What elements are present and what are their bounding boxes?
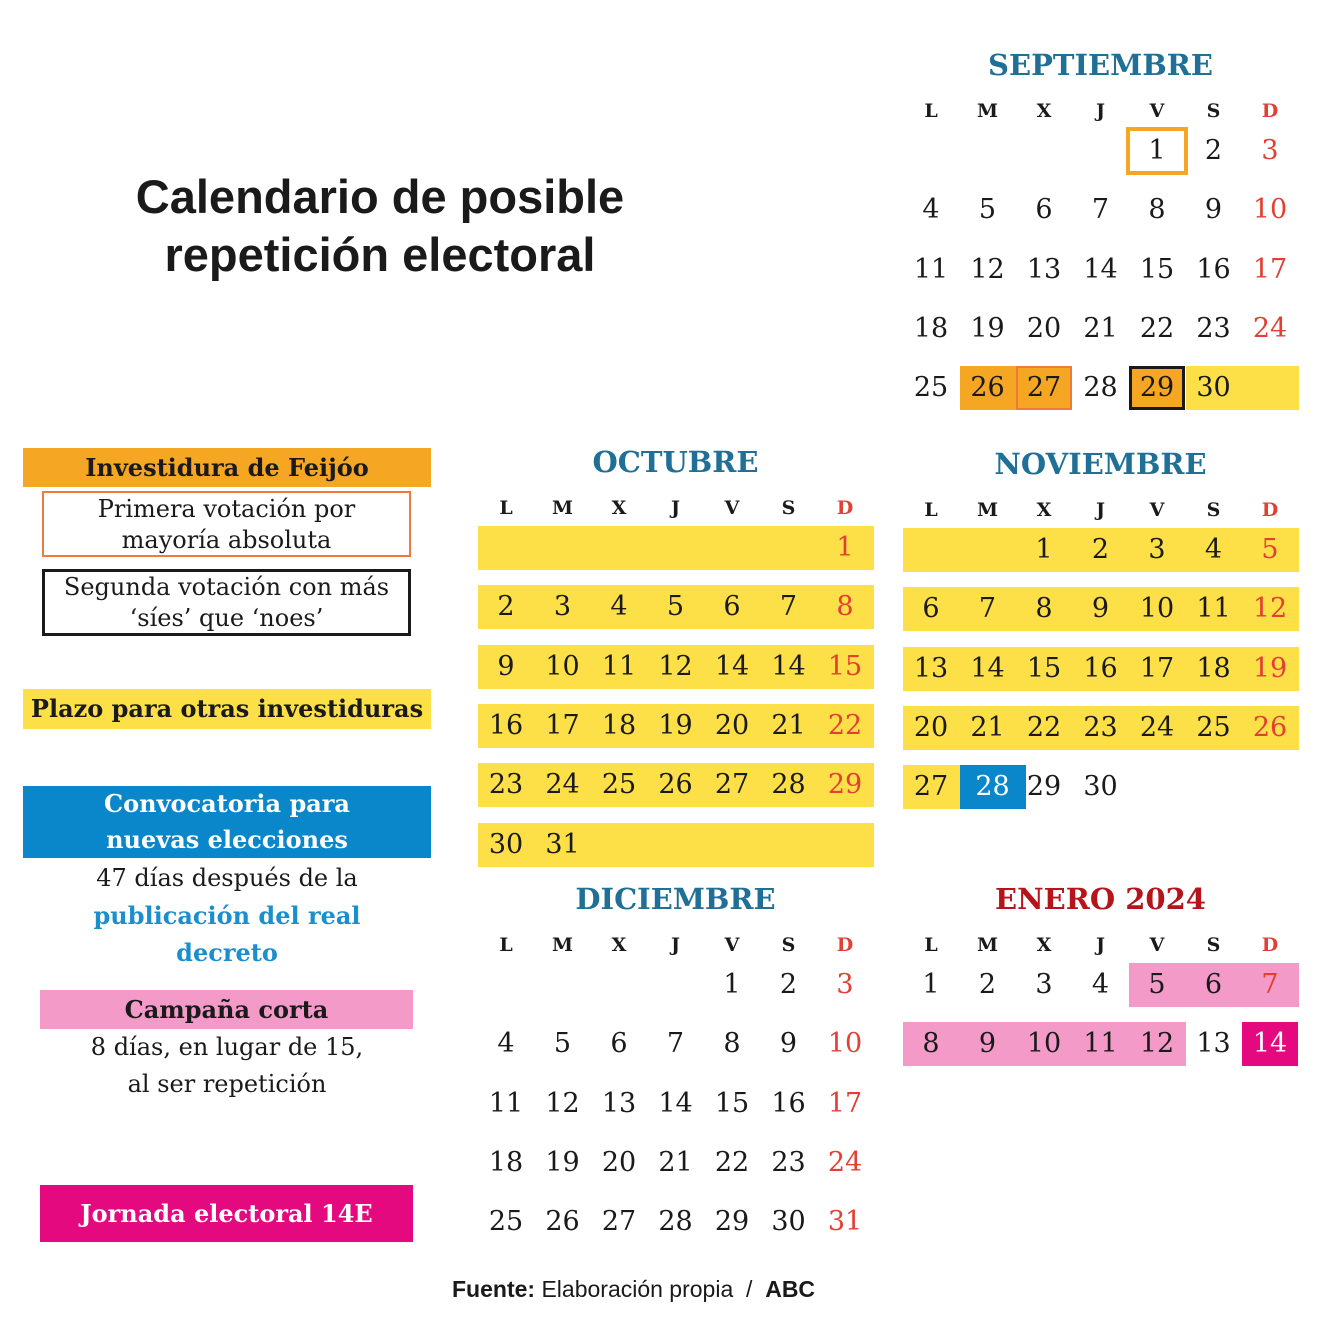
day-cell-diciembre-20: 20 — [601, 1146, 637, 1178]
legend-campana — [40, 990, 413, 1029]
day-cell-diciembre-11: 11 — [488, 1087, 524, 1119]
day-cell-enero-3: 3 — [1035, 969, 1053, 1000]
day-cell-septiembre-1: 1 — [1126, 127, 1188, 175]
day-cell-septiembre-30: 30 — [1186, 366, 1242, 410]
day-cell-diciembre-19: 19 — [545, 1146, 580, 1178]
legend-campana-note — [23, 1029, 431, 1103]
day-cell-octubre-29: 29 — [827, 769, 863, 801]
legend-segunda-line-2: ‘síes’ que ‘noes’ — [129, 604, 324, 632]
day-cell-octubre-31: 31 — [545, 828, 580, 860]
day-cell-octubre-8: 8 — [836, 591, 854, 623]
legend-primera-line-1: Primera votación por — [97, 495, 356, 523]
weekday-header: X — [611, 497, 627, 519]
weekday-header: M — [976, 100, 999, 122]
day-cell-octubre-26: 26 — [658, 769, 693, 801]
day-cell-diciembre-25: 25 — [488, 1206, 524, 1238]
source-label: Fuente: — [452, 1276, 536, 1302]
source-outlet: ABC — [765, 1276, 816, 1302]
legend-segunda-votacion — [42, 569, 411, 636]
day-cell-diciembre-10: 10 — [827, 1028, 863, 1060]
weekday-header: V — [1149, 499, 1165, 521]
day-cell-octubre-14: 14 — [771, 650, 806, 682]
weekday-header: M — [551, 934, 574, 956]
day-cell-septiembre-4: 4 — [922, 194, 940, 226]
day-cell-diciembre-2: 2 — [779, 969, 798, 1000]
day-cell-noviembre-2: 2 — [1091, 534, 1110, 565]
day-cell-noviembre-9: 9 — [1091, 593, 1110, 625]
day-cell-septiembre-9: 9 — [1204, 194, 1223, 226]
day-cell-octubre-17: 17 — [545, 709, 580, 741]
weekday-header: J — [671, 497, 680, 519]
weekday-header: S — [1206, 100, 1221, 122]
source-credit — [452, 1275, 815, 1303]
day-cell-noviembre-17: 17 — [1139, 652, 1175, 684]
day-cell-octubre-20: 20 — [714, 709, 750, 741]
day-cell-enero-1: 1 — [922, 969, 940, 1000]
weekday-header: L — [924, 100, 938, 122]
day-cell-diciembre-18: 18 — [488, 1146, 524, 1178]
day-cell-octubre-12: 12 — [658, 650, 693, 682]
day-cell-octubre-23: 23 — [488, 769, 524, 801]
day-cell-septiembre-25: 25 — [913, 372, 949, 404]
weekday-header: J — [671, 934, 680, 956]
day-cell-septiembre-23: 23 — [1196, 312, 1231, 344]
month-name-enero: ENERO 2024 — [995, 882, 1206, 916]
legend-convocatoria-note-1: 47 días después de la — [96, 864, 358, 892]
day-cell-septiembre-3: 3 — [1261, 135, 1279, 166]
weekday-header: M — [976, 499, 999, 521]
weekday-header: L — [924, 934, 938, 956]
weekday-header: S — [781, 497, 796, 519]
day-cell-enero-12: 12 — [1139, 1028, 1175, 1060]
day-cell-noviembre-8: 8 — [1035, 593, 1053, 625]
day-cell-diciembre-29: 29 — [714, 1206, 750, 1238]
day-cell-enero-9: 9 — [978, 1028, 997, 1060]
day-cell-noviembre-3: 3 — [1148, 534, 1166, 565]
day-cell-noviembre-10: 10 — [1139, 593, 1175, 625]
day-cell-enero-6: 6 — [1204, 969, 1223, 1000]
weekday-header: S — [1206, 934, 1221, 956]
day-cell-noviembre-11: 11 — [1196, 593, 1231, 625]
weekday-header: V — [1149, 934, 1165, 956]
weekday-header: D — [836, 934, 854, 956]
legend-convocatoria-note-3: decreto — [176, 938, 278, 967]
day-cell-octubre-24: 24 — [545, 769, 580, 801]
day-cell-noviembre-6: 6 — [922, 593, 940, 625]
month-name-septiembre: SEPTIEMBRE — [988, 48, 1213, 82]
day-cell-septiembre-28: 28 — [1083, 372, 1118, 404]
day-cell-octubre-15: 15 — [827, 650, 863, 682]
day-cell-octubre-9: 9 — [497, 650, 515, 682]
calendar-octubre — [477, 444, 874, 864]
calendar-septiembre — [902, 47, 1299, 467]
day-cell-diciembre-13: 13 — [601, 1087, 637, 1119]
day-cell-noviembre-22: 22 — [1026, 711, 1062, 743]
day-cell-octubre-28: 28 — [771, 769, 806, 801]
day-cell-octubre-6: 6 — [723, 591, 741, 623]
day-cell-noviembre-19: 19 — [1252, 652, 1288, 684]
legend-convocatoria-line-2: nuevas elecciones — [106, 825, 348, 854]
legend-convocatoria-note-2: publicación del real — [93, 901, 361, 930]
legend-plazo — [23, 689, 431, 729]
day-cell-noviembre-18: 18 — [1196, 652, 1231, 684]
day-cell-septiembre-24: 24 — [1252, 312, 1288, 344]
day-cell-septiembre-6: 6 — [1035, 194, 1053, 226]
legend-plazo-label: Plazo para otras investiduras — [30, 694, 424, 723]
day-cell-septiembre-29: 29 — [1129, 366, 1185, 410]
day-cell-noviembre-16: 16 — [1083, 652, 1118, 684]
day-cell-diciembre-5: 5 — [553, 1028, 572, 1060]
day-cell-septiembre-14: 14 — [1083, 253, 1118, 285]
day-cell-septiembre-18: 18 — [913, 312, 949, 344]
day-cell-septiembre-10: 10 — [1252, 194, 1288, 226]
day-cell-septiembre-27: 27 — [1016, 366, 1072, 410]
title-line-2: repetición electoral — [164, 228, 596, 281]
day-cell-diciembre-30: 30 — [771, 1206, 806, 1238]
legend-primera-line-2: mayoría absoluta — [121, 526, 332, 554]
weekday-header: D — [1261, 934, 1279, 956]
day-cell-noviembre-28: 28 — [960, 765, 1026, 809]
day-cell-diciembre-26: 26 — [545, 1206, 580, 1238]
day-cell-noviembre-30: 30 — [1083, 771, 1118, 803]
calendar-diciembre — [477, 881, 874, 1301]
day-cell-diciembre-9: 9 — [779, 1028, 798, 1060]
day-cell-octubre-13: 14 — [714, 650, 750, 682]
weekday-header: V — [724, 934, 740, 956]
weekday-header: J — [1096, 100, 1105, 122]
day-cell-octubre-25: 25 — [601, 769, 637, 801]
day-cell-diciembre-16: 16 — [771, 1087, 806, 1119]
day-cell-octubre-5: 5 — [666, 591, 685, 623]
weekday-header: X — [1036, 100, 1052, 122]
day-cell-octubre-1: 1 — [836, 532, 854, 563]
day-cell-octubre-7: 7 — [779, 591, 798, 623]
plazo-band — [1242, 366, 1299, 410]
weekday-header: D — [1261, 499, 1279, 521]
day-cell-septiembre-17: 17 — [1252, 253, 1288, 285]
weekday-header: D — [836, 497, 854, 519]
day-cell-octubre-30: 30 — [488, 828, 524, 860]
day-cell-septiembre-15: 15 — [1139, 253, 1175, 285]
day-cell-noviembre-5: 5 — [1261, 534, 1279, 565]
day-cell-diciembre-12: 12 — [545, 1087, 580, 1119]
legend-convocatoria-note — [23, 860, 431, 971]
weekday-header: J — [1096, 934, 1105, 956]
day-cell-noviembre-4: 4 — [1204, 534, 1223, 565]
legend-campana-note-1: 8 días, en lugar de 15, — [90, 1033, 364, 1061]
day-cell-diciembre-24: 24 — [827, 1146, 863, 1178]
source-separator: / — [746, 1276, 753, 1302]
day-cell-diciembre-28: 28 — [658, 1206, 693, 1238]
day-cell-noviembre-29: 29 — [1026, 771, 1062, 803]
day-cell-septiembre-13: 13 — [1026, 253, 1062, 285]
day-cell-septiembre-5: 5 — [978, 194, 997, 226]
day-cell-enero-4: 4 — [1091, 969, 1110, 1000]
day-cell-octubre-4: 4 — [610, 591, 628, 623]
page-title — [60, 168, 700, 284]
weekday-header: J — [1096, 499, 1105, 521]
day-cell-septiembre-12: 12 — [970, 253, 1005, 285]
weekday-header: M — [976, 934, 999, 956]
day-cell-diciembre-6: 6 — [610, 1028, 628, 1060]
day-cell-septiembre-26: 26 — [960, 366, 1016, 410]
day-cell-octubre-3: 3 — [553, 591, 572, 623]
day-cell-noviembre-1: 1 — [1035, 534, 1053, 565]
weekday-header: X — [1036, 934, 1052, 956]
weekday-header: V — [724, 497, 740, 519]
day-cell-noviembre-27: 27 — [913, 771, 949, 803]
weekday-header: M — [551, 497, 574, 519]
legend-primera-votacion — [42, 491, 411, 557]
legend-jornada — [40, 1185, 413, 1242]
plazo-band — [478, 526, 874, 570]
day-cell-septiembre-2: 2 — [1204, 135, 1223, 166]
day-cell-octubre-11: 11 — [601, 650, 637, 682]
weekday-header: X — [1036, 499, 1052, 521]
day-cell-enero-14: 14 — [1242, 1022, 1298, 1066]
day-cell-octubre-10: 10 — [545, 650, 580, 682]
day-cell-noviembre-7: 7 — [978, 593, 997, 625]
day-cell-noviembre-23: 23 — [1083, 711, 1118, 743]
day-cell-diciembre-23: 23 — [771, 1146, 806, 1178]
day-cell-septiembre-11: 11 — [913, 253, 949, 285]
day-cell-diciembre-27: 27 — [601, 1206, 637, 1238]
day-cell-enero-10: 10 — [1026, 1028, 1062, 1060]
month-name-noviembre: NOVIEMBRE — [994, 447, 1207, 481]
day-cell-diciembre-14: 14 — [658, 1087, 693, 1119]
month-name-octubre: OCTUBRE — [592, 445, 759, 479]
weekday-header: V — [1149, 100, 1165, 122]
legend-segunda-line-1: Segunda votación con más — [63, 573, 390, 601]
legend-investidura — [23, 448, 431, 487]
day-cell-noviembre-26: 26 — [1252, 711, 1288, 743]
day-cell-noviembre-24: 24 — [1139, 711, 1175, 743]
legend-campana-label: Campaña corta — [124, 995, 329, 1024]
day-cell-enero-7: 7 — [1261, 969, 1279, 1000]
calendar-noviembre — [902, 446, 1299, 866]
day-cell-enero-13: 13 — [1196, 1028, 1231, 1060]
weekday-header: D — [1261, 100, 1279, 122]
day-cell-noviembre-20: 20 — [913, 711, 949, 743]
day-cell-noviembre-25: 25 — [1196, 711, 1231, 743]
weekday-header: L — [499, 497, 513, 519]
day-cell-diciembre-21: 21 — [658, 1146, 693, 1178]
day-cell-diciembre-15: 15 — [714, 1087, 750, 1119]
day-cell-diciembre-4: 4 — [497, 1028, 515, 1060]
title-line-1: Calendario de posible — [135, 170, 625, 223]
day-cell-septiembre-21: 21 — [1083, 312, 1118, 344]
day-cell-diciembre-7: 7 — [666, 1028, 685, 1060]
day-cell-diciembre-31: 31 — [827, 1206, 863, 1238]
day-cell-octubre-18: 18 — [601, 709, 637, 741]
day-cell-octubre-22: 22 — [827, 709, 863, 741]
day-cell-diciembre-3: 3 — [836, 969, 854, 1000]
weekday-header: S — [1206, 499, 1221, 521]
day-cell-octubre-19: 19 — [658, 709, 693, 741]
weekday-header: L — [924, 499, 938, 521]
day-cell-septiembre-8: 8 — [1148, 194, 1166, 226]
day-cell-diciembre-1: 1 — [723, 969, 741, 1000]
day-cell-octubre-2: 2 — [497, 591, 515, 623]
day-cell-septiembre-7: 7 — [1091, 194, 1110, 226]
legend-campana-note-2: al ser repetición — [127, 1070, 327, 1098]
legend-convocatoria-line-1: Convocatoria para — [104, 789, 350, 818]
day-cell-octubre-16: 16 — [488, 709, 524, 741]
day-cell-noviembre-13: 13 — [913, 652, 949, 684]
day-cell-septiembre-20: 20 — [1026, 312, 1062, 344]
day-cell-octubre-27: 27 — [714, 769, 750, 801]
day-cell-enero-8: 8 — [922, 1028, 940, 1060]
day-cell-diciembre-8: 8 — [723, 1028, 741, 1060]
day-cell-noviembre-15: 15 — [1026, 652, 1062, 684]
day-cell-diciembre-17: 17 — [827, 1087, 863, 1119]
legend-investidura-label: Investidura de Feijóo — [85, 453, 369, 482]
weekday-header: L — [499, 934, 513, 956]
day-cell-noviembre-21: 21 — [970, 711, 1005, 743]
weekday-header: S — [781, 934, 796, 956]
day-cell-enero-2: 2 — [978, 969, 997, 1000]
calendar-enero — [902, 881, 1299, 1301]
source-text: Elaboración propia — [541, 1276, 734, 1302]
month-name-diciembre: DICIEMBRE — [575, 882, 776, 916]
day-cell-septiembre-16: 16 — [1196, 253, 1231, 285]
day-cell-noviembre-12: 12 — [1252, 593, 1288, 625]
day-cell-diciembre-22: 22 — [714, 1146, 750, 1178]
legend-jornada-label: Jornada electoral 14E — [80, 1199, 373, 1228]
legend-convocatoria — [23, 786, 431, 858]
day-cell-octubre-21: 21 — [771, 709, 806, 741]
day-cell-noviembre-14: 14 — [970, 652, 1005, 684]
day-cell-septiembre-19: 19 — [970, 312, 1005, 344]
day-cell-enero-5: 5 — [1148, 969, 1166, 1000]
weekday-header: X — [611, 934, 627, 956]
day-cell-enero-11: 11 — [1083, 1028, 1118, 1060]
day-cell-septiembre-22: 22 — [1139, 312, 1175, 344]
